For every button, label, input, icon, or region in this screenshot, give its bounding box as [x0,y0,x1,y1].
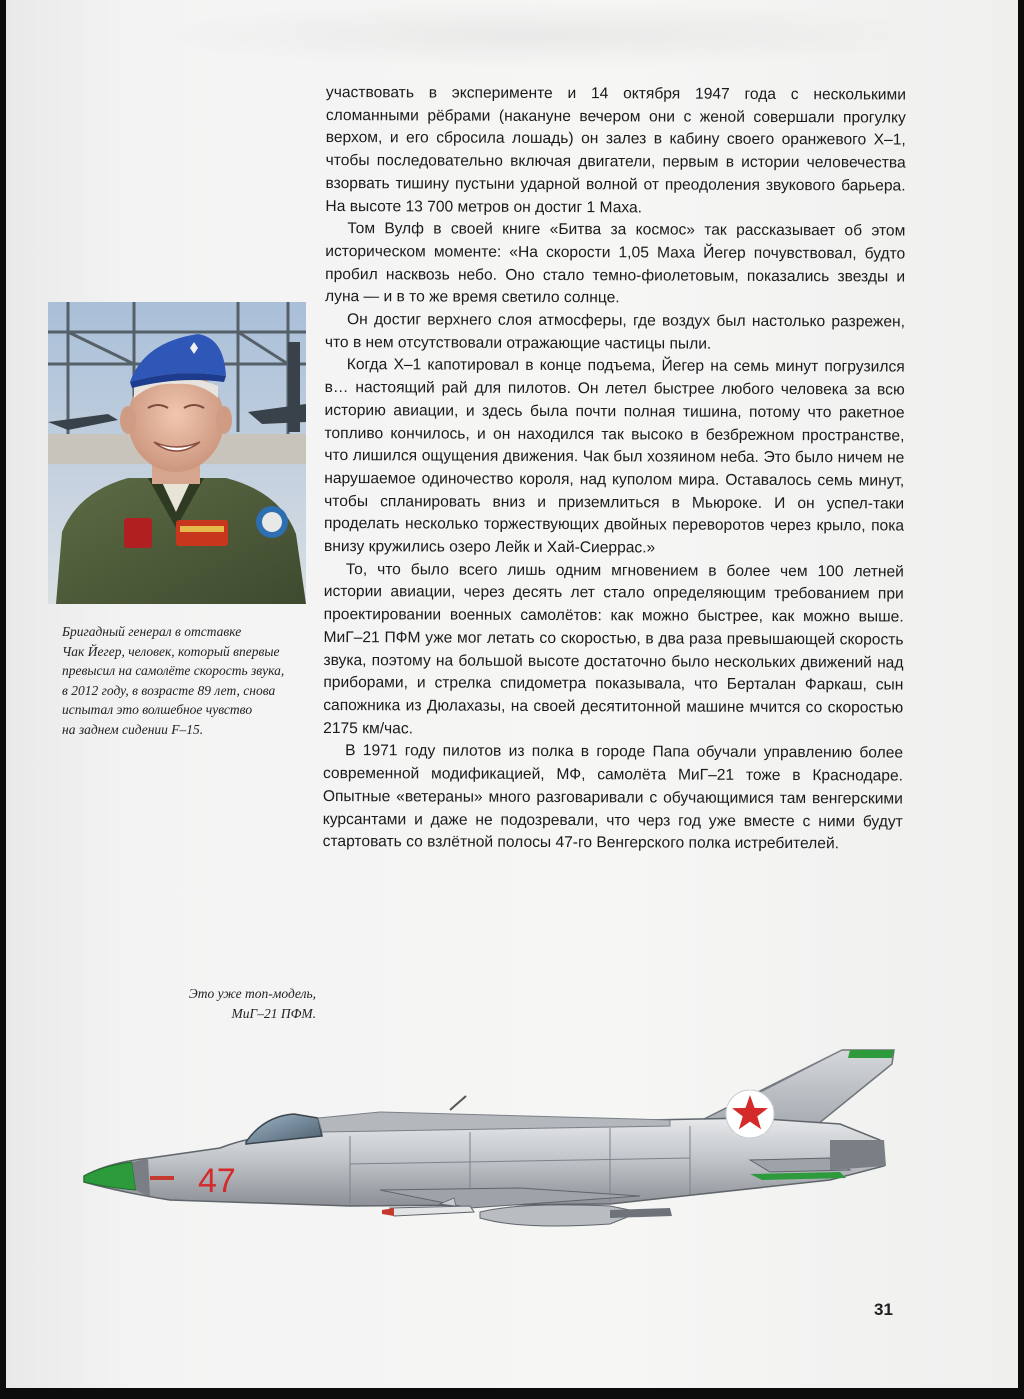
paragraph-4: Когда X–1 капотировал в конце подъема, Йегер на семь минут погрузился в… настоящий рай для пилотов. Он летел быстрее любого человека за всю историю авиации, и здесь была почти полная тишина, потому что ракетное топливо кончилось, и он находился так высоко в безбрежном пространстве, что лишился ощущения движения. Чак был хозяином неба. Это было ничем не нарушаемое одиночество короля, над куполом мира. Оставалось семь минут, чтобы спланировать вниз и приземлиться в Мьюроке. И он успел-таки проделать несколько торжествующих двойных переворотов через крыло, пока внизу кружились озеро Лейк и Хай-Сиеррас.» [323,356,905,557]
jet-caption-line: Это уже топ-модель, [188,986,316,1001]
paragraph-5: То, что было всего лишь одним мгновением в более чем 100 летней истории авиации, через десять лет стало определяющим требованием при проектировании военных самолётов: как можно быстрее, как можно выше. МиГ–21 ПФМ уже мог летать со скоростью, в два раза превышающей скорость звука, поэтому на большой высоте достаточно было нескольких движений над приборами, и стрелка спидометра показывала, что Берталан Фаркаш, сын сапожника из Дюлахазы, на своей десятитонной машине мчится со скоростью 2175 км/час. [323,560,904,738]
paragraph-3: Он достиг верхнего слоя атмосферы, где воздух был настолько разрежен, что в нем отсутствовали отражающие частицы пыли. [324,311,905,353]
photo-caption [62,622,322,740]
photo-caption-line: Бригадный генерал в отставке [62,624,242,639]
paragraph-1: участвовать в эксперименте и 14 октября 1947 года с несколькими сломанными рёбрами (накануне вечером они с женой совершали прогулку верхом, и его сбросила лошадь) он залез в кабину своего оранжевого X–1, чтобы последовательно включая двигатели, первым в истории человечества взорвать тишину пустыни ударной волной от преодоления звукового барьера. На высоте 13 700 метров он достиг 1 Маха. [325,83,906,216]
paragraph-6: В 1971 году пилотов из полка в городе Папа обучали управлению более современной модификацией, МФ, самолёта МиГ–21 тоже в Краснодаре. Опытные «ветераны» много разговаривали с обучающимися там венгерскими курсантами и даже не подозревали, что черз год уже вместе с ними будут стартовать со взлётной полосы 47-го Венгерского полка истребителей. [322,742,904,853]
photo-caption-line: превысил на самолёте скорость звука, [62,663,285,679]
photo-illustration [48,302,306,604]
book-page [6,0,1018,1388]
mig21-drawing [50,1040,910,1260]
photo-caption-line: на заднем сидении F–15. [62,721,204,737]
jet-caption [156,984,316,1023]
page-number: 31 [874,1300,893,1319]
photo-caption-line: в 2012 году, в возрасте 89 лет, снова [62,682,276,698]
mig21-illustration [50,1040,910,1260]
photo-general-yeager [48,302,306,604]
photo-caption-line: Чак Йегер, человек, который впервые [62,643,280,659]
top-shadow [146,0,946,70]
body-text [323,82,906,856]
paragraph-2: Том Вулф в своей книге «Битва за космос» так рассказывает об этом историческом моменте: «На скорости 1,05 Маха Йегер почувствовал, будто пробил насквозь небо. Оно стало темно-фиолетовым, показались звезды и луна — и в то же время светило солнце. [325,220,906,307]
photo-caption-line: испытал это волшебное чувство [62,702,253,718]
jet-caption-line: МиГ–21 ПФМ. [231,1005,316,1021]
jet-tail-number: 47 [198,1162,236,1200]
